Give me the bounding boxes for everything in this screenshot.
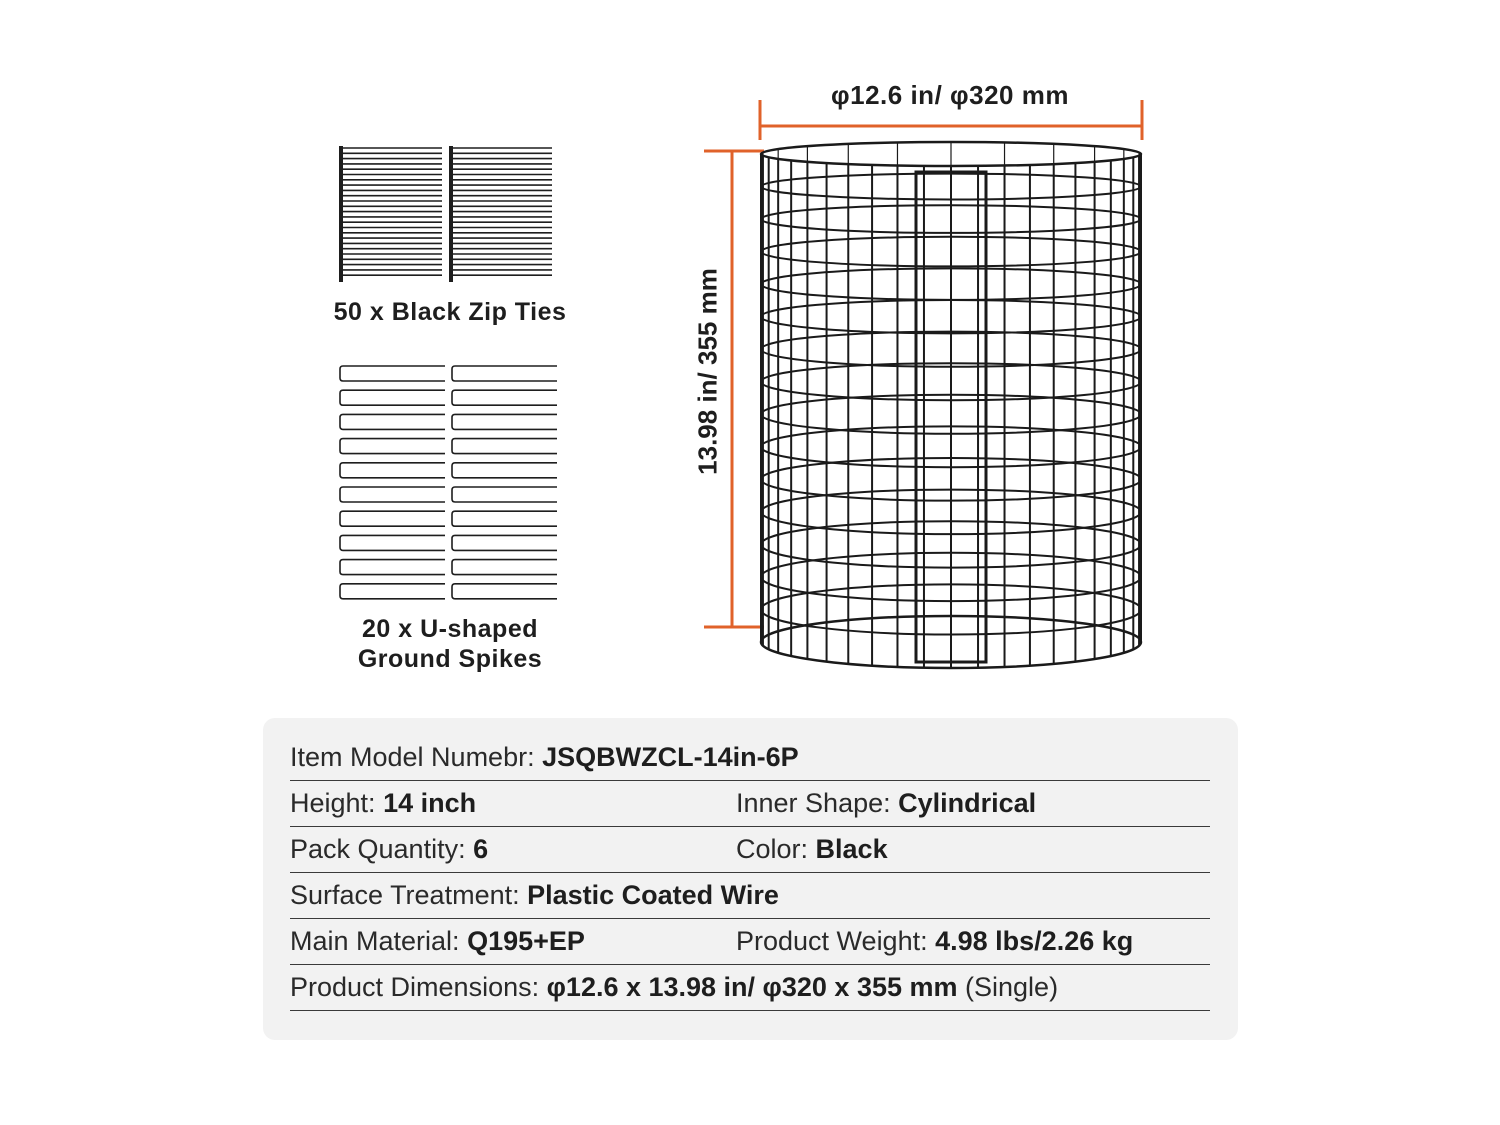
spec-value: φ12.6 x 13.98 in/ φ320 x 355 mm xyxy=(546,972,958,1002)
spec-label: Product Dimensions: xyxy=(290,972,547,1002)
spec-label: Product Weight: xyxy=(736,926,936,956)
spec-value: Plastic Coated Wire xyxy=(527,880,779,910)
spec-label: Surface Treatment: xyxy=(290,880,528,910)
spec-value: Q195+EP xyxy=(467,926,585,956)
spec-value: JSQBWZCL-14in-6P xyxy=(542,742,799,772)
spec-label: Color: xyxy=(736,834,816,864)
spec-row-dimensions xyxy=(290,964,1210,1011)
cage-mesh xyxy=(761,142,1141,668)
spec-inner-shape xyxy=(736,780,1036,826)
ground-spikes-label-line1: 20 x U-shaped xyxy=(361,615,538,643)
zip-ties-label: 50 x Black Zip Ties xyxy=(333,298,567,326)
spec-weight xyxy=(736,918,1133,964)
spec-row-model xyxy=(290,734,1210,781)
spec-row-pack xyxy=(290,826,1210,873)
spec-value: 14 inch xyxy=(383,788,477,818)
spec-label: Main Material: xyxy=(290,926,468,956)
spec-suffix: (Single) xyxy=(957,972,1059,1002)
diameter-dimension-label: φ12.6 in/ φ320 mm xyxy=(831,80,1069,110)
zip-ties-icon xyxy=(339,146,552,282)
spec-label: Height: xyxy=(290,788,384,818)
spec-label: Inner Shape: xyxy=(736,788,899,818)
spec-panel xyxy=(263,718,1238,1040)
accessories-illustration xyxy=(330,140,570,680)
spec-color xyxy=(736,826,888,872)
wire-cage-illustration xyxy=(690,80,1160,680)
spec-label: Item Model Numebr: xyxy=(290,742,543,772)
spec-value: Black xyxy=(815,834,888,864)
spec-value: 4.98 lbs/2.26 kg xyxy=(935,926,1134,956)
spec-row-surface xyxy=(290,872,1210,919)
spec-label: Pack Quantity: xyxy=(290,834,474,864)
spec-row-material xyxy=(290,918,1210,965)
height-dimension-text: 13.98 in/ 355 mm xyxy=(692,268,723,475)
ground-spikes-label-line2: Ground Spikes xyxy=(357,645,543,673)
spec-value: Cylindrical xyxy=(898,788,1037,818)
ground-spikes-icon xyxy=(340,366,557,599)
spec-row-height xyxy=(290,780,1210,827)
ground-spikes-label xyxy=(300,614,600,674)
spec-value: 6 xyxy=(473,834,489,864)
